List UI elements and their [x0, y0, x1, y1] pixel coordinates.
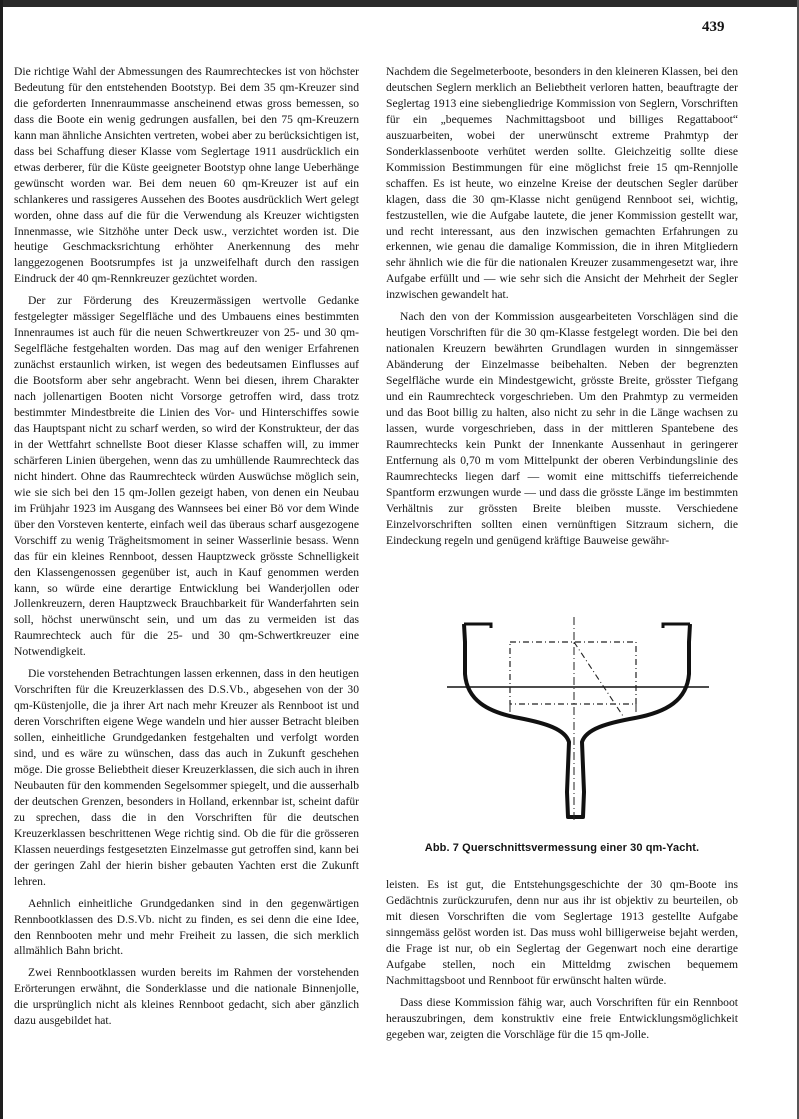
hull-cross-section-drawing — [447, 612, 712, 837]
starboard-gunwale-hook — [663, 624, 690, 628]
paragraph: Nachdem die Segelmeterboote, besonders in den kleineren Klassen, bei den deutschen Seglern merklich an Beliebtheit verloren hatten, beauftragte der Seglertag 1913 eine siebengliedrige Kommission von Seglern, Vorschriften für ein „bequemes Nachmittagsboot und billiges Regattaboot“ auszuarbeiten, wobei der unerwünscht extreme Prahmtyp der Sonderklassenboote verhütet werden sollte. Gleichzeitig sollte diese Kommission Bestimmungen für eine möglichst freie 15 qm-Rennjolle schaffen. Es ist heute, wo einzelne Kreise der deutschen Segler darüber klagen, dass die 30 qm-Klasse nicht genügend Rennboot sei, wichtig, festzustellen, wie die Aufgabe lautete, die jener Kommission gestellt war, und recht interessant, aus den inzwischen gemachten Erfahrungen zu erkennen, wie genau die damalige Kommission, die in ihren Mitgliedern sehr ähnlich wie die für die nationalen Kreuzer zusammengesetzt war, ihre Aufgabe erfüllt und — wie sehr sich die Ansicht der Mehrheit der Segler inzwischen gewandelt hat. — [386, 65, 738, 302]
paragraph: Zwei Rennbootklassen wurden bereits im Rahmen der vorstehenden Erörterungen erwähnt, die Sonderklasse und die nationale Binnenjolle, die ursprünglich nicht als kleines Rennboot gedacht, sich aber gänzlich dazu ausgebildet hat. — [14, 966, 359, 1028]
hull-cross-section-figure — [447, 612, 712, 837]
left-column — [14, 64, 359, 1029]
page-left-edge — [0, 0, 3, 1119]
figure-caption: Abb. 7 Querschnittsvermessung einer 30 qm-Yacht. — [424, 842, 700, 854]
page-number: 439 — [702, 19, 725, 35]
right-column-top — [386, 64, 738, 549]
paragraph: Dass diese Kommission fähig war, auch Vorschriften für ein Rennboot herauszubringen, dem konstruktiv eine freie Entwicklungsmöglichkeit gegeben war, zeigten die Vorschläge für die 15 qm-Jolle. — [386, 995, 738, 1041]
paragraph: Aehnlich einheitliche Grundgedanken sind in den gegenwärtigen Rennbootklassen des D.S.Vb. nicht zu finden, es sei denn die eine Idee, den Rennbooten mehr und mehr Freiheit zu lassen, die sich merklich allmählich Bahn bricht. — [14, 896, 359, 958]
right-column-bottom — [386, 877, 738, 1043]
paragraph: leisten. Es ist gut, die Entstehungsgeschichte der 30 qm-Boote ins Gedächtnis zurückzurufen, denn nur aus ihr ist objektiv zu beurteilen, ob mit diesen Vorschriften die vom Seglertage 1913 gestellte Aufgabe sinngemäss gelöst worden ist. Das muss wohl billigerweise bejaht werden, die Frage ist nur, ob ein Seglertag der Gegenwart noch eine derartige Aufgabe stellen, noch ein Mitteldmg zwischen bequemem Nachmittagsboot und Rennboot für erwünscht halten würde. — [386, 878, 738, 987]
measurement-rectangle — [510, 642, 636, 704]
paragraph: Der zur Förderung des Kreuzermässigen wertvolle Gedanke festgelegter mässiger Segelfläche und des Umbauens eines bestimmten Innenraumes ist auch für die neuen Schwertkreuzer von 25- und 30 qm-Segelfläche festgehalten worden. Das mag auf den weniger Erfahrenen zunächst erstaunlich wirken, ist wegen des bedeutsamen Einflusses auf die Bootsform aber sehr angebracht. Wenn bei diesen, ihrem Charakter nach jollenartigen Booten nicht Vorsorge getroffen wird, dass trotz bestimmter Mindestbreite die Linien des Vor- und Hinterschiffes sowie das Hauptspant nicht zu scharf werden, so wird der Konstrukteur, der das in der Wettfahrt schnellste Boot dieser Klasse schaffen will, zu immer schärferen Linien übergehen, wenn das zu umhüllende Raumrechteck das nicht hindert. Ohne das Raumrechteck würden Auswüchse möglich sein, wie sie sich bei den 15 qm-Jollen gezeigt haben, von denen ein Neubau im Frühjahr 1923 im Ausgang des Wannsees bei einer Bö vor dem Winde über den Vorsteven kenterte, einfach weil das überaus scharf ausgezogene Vorschiff zu wenig Trägheitsmoment in seiner Wasserlinie besass. Wenn das für ein kleines Rennboot, dessen Hauptzweck grösste Schnelligkeit den Klassengenossen gegenüber ist, auch in Kauf genommen werden kann, so würde eine derartige Entwicklung bei Wanderjollen oder Jollenkreuzern, deren Hauptzweck Brauchbarkeit für Wanderfahrten sein soll, höchst unerwünscht sein, und um das zu vermeiden ist das Raumrechteck auch für die 25- und 30 qm-Schwertkreuzer eine Notwendigkeit. — [14, 294, 359, 659]
page-top-edge — [0, 0, 799, 7]
hull-outline — [464, 624, 690, 817]
diagonal-measure-line — [574, 642, 623, 716]
port-gunwale-hook — [464, 624, 491, 628]
paragraph: Die richtige Wahl der Abmessungen des Raumrechteckes ist von höchster Bedeutung für den entstehenden Bootstyp. Bei dem 35 qm-Kreuzer sind die geforderten Innenraummasse anscheinend etwas gross bemessen, so dass die Boote ein wenig gedrungen ausfallen, bei den 75 qm-Kreuzern kann man ähnliche Ansichten vertreten, wobei aber zu berücksichtigen ist, dass bei Schaffung dieser Klasse vom Seglertage 1911 ausdrücklich ein etwas derberer, für die Küste geeigneter Bootstyp ohne lange Ueberhänge gewünscht worden war. Bei dem neuen 60 qm-Kreuzer ist auf ein schlankeres und rassigeres Aussehen des Bootes ausdrücklich Wert gelegt worden, ohne dass auf die für die Verwendung als Kreuzer wichtigsten Innenmasse, wie Sitzhöhe unter Deck usw., verzichtet worden ist. Die heutige Geschmacksrichtung erhöhter Anerkennung des mehr langgezogenen Bootsrumpfes ist ja unzweifelhaft durch den rassigen Eindruck der 40 qm-Rennkreuzer gezüchtet worden. — [14, 65, 359, 286]
paragraph: Nach den von der Kommission ausgearbeiteten Vorschlägen sind die heutigen Vorschriften für die 30 qm-Klasse festgelegt worden. Die bei den nationalen Kreuzern bewährten Grundlagen wurden in sinngemässer Abänderung der Einzelmasse beibehalten. Neben der begrenzten Segelfläche wurde ein Mindestgewicht, grösste Breite, grösster Tiefgang und ein Raumrechteck vorgeschrieben. Um den Prahmtyp zu vermeiden und das Boot billig zu halten, also nicht zu sehr in die Länge wachsen zu lassen, wurde vorgeschrieben, dass in der mittleren Spantebene des Raumrechtecks kein Punkt der Innenkante Aussenhaut in geringerer Entfernung als 0,70 m vom Mittelpunkt der oberen Verbindungslinie des Raumrechtecks liegen darf — womit eine mittschiffs tieferreichende Spantform erzwungen wurde — und dass die grösste Länge im bestimmten Verhältnis zur grössten Breite bleiben musste. Verschiedene Einzelvorschriften sollten einen vernünftigen Sitzraum sichern, die Eindeckung regeln und genügend kräftige Bauweise gewähr- — [386, 310, 738, 547]
paragraph: Die vorstehenden Betrachtungen lassen erkennen, dass in den heutigen Vorschriften für die Kreuzerklassen des D.S.Vb., abgesehen von der 30 qm-Küstenjolle, die ja ihrer Art nach mehr Kreuzer als Rennboot ist und deren Vorschriften eigene Wege wandeln und hier ausser Betracht bleiben sollen, einheitliche Grundgedanken festgehalten und verfolgt worden sind, und es wäre zu wünschen, dass das auch in Zukunft geschehen möge. Die grosse Beliebtheit dieser Kreuzerklassen, die sich auch in ihren Neubauten für den kommenden Segelsommer spiegelt, und die ausserhalb der deutschen Grenzen, besonders in Holland, erkennbar ist, scheint dafür zu sprechen, dass die in den Vorschriften für die deutschen Kreuzerklassen beschrittenen Wege richtig sind. Ob die für die grösseren Klassen neuerdings festgesetzten Einzelmasse gut getroffen sind, kann bei der geringen Zahl der hierin bisher gebauten Yachten erst die Zukunft lehren. — [14, 667, 359, 888]
